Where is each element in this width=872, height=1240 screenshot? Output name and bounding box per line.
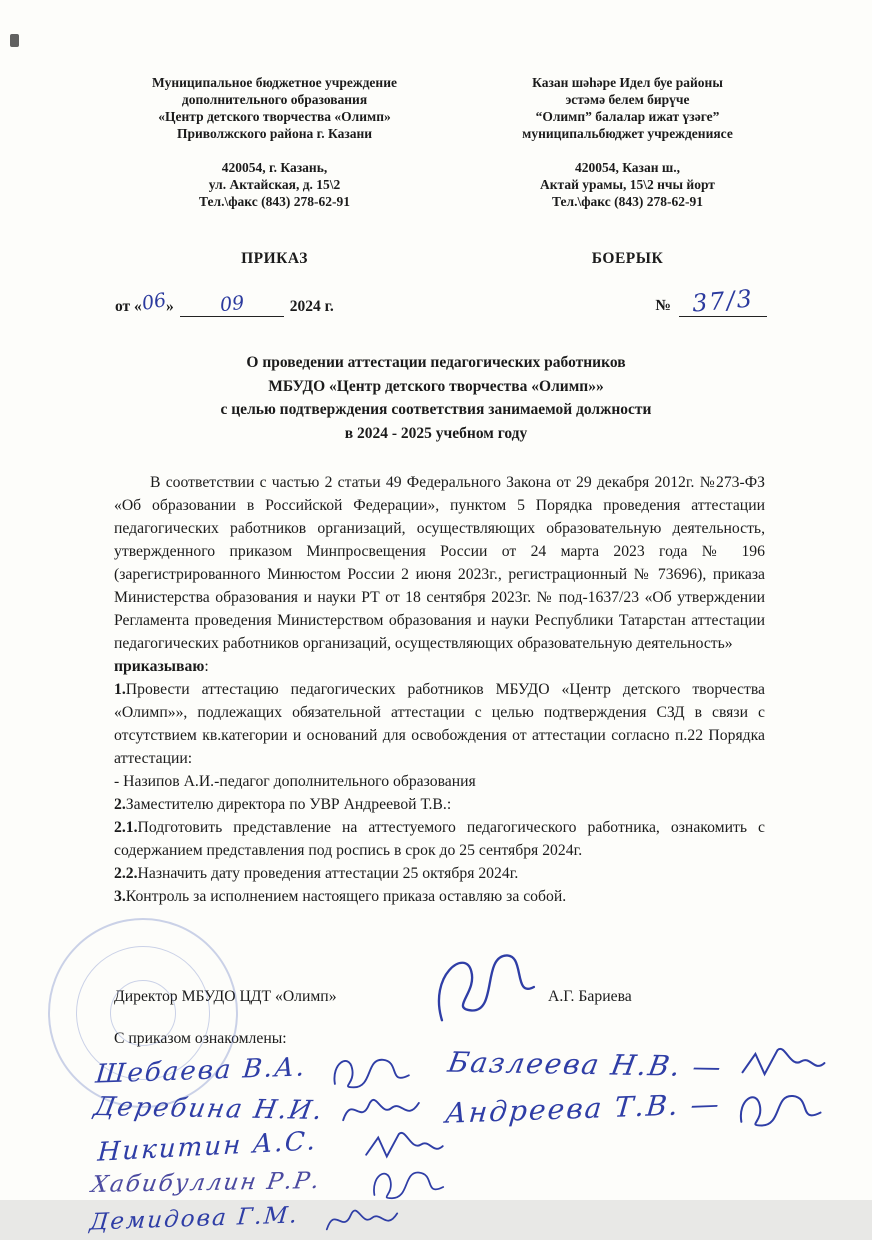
address-line: ул. Актайская, д. 15\2 [208,177,341,192]
org-name-line: Казан шәһәре Идел буе районы [532,75,723,90]
number-sign: № [655,297,671,314]
paragraph-text: Контроль за исполнением настоящего приказа оставляю за собой. [125,888,567,905]
handwritten-name: Андреева Т.В. — [444,1086,723,1130]
paragraph-text: Назначить дату проведения аттестации 25 октября 2024г. [137,865,519,882]
letterhead-tatar [471,74,784,210]
subject-line: МБУДО «Центр детского творчества «Олимп»» [268,377,604,395]
subject-line: с целью подтверждения соответствия занимаемой должности [220,401,652,418]
address-line: 420054, г. Казань, [221,160,328,175]
order-number [655,284,767,318]
director-signature [420,942,548,1030]
paragraph-bold-prefix: 2. [114,796,126,813]
handwritten-name: Базлеева Н.В. — [445,1045,726,1083]
date-prefix: от « [115,298,142,315]
date-close-quote: » [165,298,174,315]
order-heading-row [0,250,872,268]
signature-block [0,948,872,1236]
paragraph-text: Заместителю директора по УВР Андреевой Т.В.: [125,796,452,813]
acknowledged-label: С приказом ознакомлены: [114,1030,287,1047]
address-line: Актай урамы, 15\2 нчы йорт [540,177,715,192]
paragraph-text: - Назипов А.И.-педагог дополнительного образования [114,773,476,790]
org-name-line: Приволжского района г. Казани [176,126,373,141]
org-name-line: «Центр детского творчества «Олимп» [158,109,391,124]
paragraph-bold-prefix: 3. [114,888,126,905]
acknowledgement-entry [90,1198,402,1240]
director-name: А.Г. Бариева [548,988,632,1005]
handwritten-number: 37/3 [690,284,756,318]
org-name-line: эстәмә белем бирүче [565,92,690,107]
org-name-line: Муниципальное бюджетное учреждение [152,75,397,90]
order-body [114,471,765,908]
order-subject [0,351,872,445]
handwritten-name: Деребина Н.И. [91,1091,327,1127]
handwritten-month: 09 [218,291,245,317]
body-paragraph [114,770,765,793]
body-paragraph [114,816,765,862]
paragraph-text: : [204,658,209,675]
subject-line: О проведении аттестации педагогических работников [246,354,626,371]
order-heading-ru: ПРИКАЗ [241,250,308,267]
org-name-line: дополнительного образования [181,92,368,107]
address-line: 420054, Казан ш., [574,160,681,175]
signature-squiggle [734,1084,826,1132]
paragraph-bold-prefix: приказываю [114,658,205,675]
paragraph-text: Подготовить представление на аттестуемого педагогического работника, ознакомить с содержанием представления под роспись в срок до 25 сентября 2024г. [114,819,765,859]
letterhead [0,0,872,210]
acknowledgement-entry [446,1084,826,1132]
address-line: Тел.\факс (843) 278-62-91 [552,194,703,209]
subject-line: в 2024 - 2025 учебном году [344,424,528,442]
org-address [471,159,784,210]
body-paragraph [114,885,765,908]
signature-squiggle [322,1198,402,1240]
number-blank-line [679,284,767,318]
body-paragraph [114,862,765,885]
director-title: Директор МБУДО ЦДТ «Олимп» [114,988,337,1005]
address-line: Тел.\факс (843) 278-62-91 [199,194,350,209]
body-paragraph [114,793,765,816]
acknowledgement-entry [445,1040,829,1088]
month-blank-line [180,291,284,317]
body-paragraph [114,678,765,770]
order-date [115,289,334,317]
handwritten-name: Хабибуллин Р.Р. [89,1168,323,1198]
org-name-line: “Олимп” балалар ижат үзәге” [535,109,720,124]
paragraph-text: В соответствии с частью 2 статьи 49 Федерального Закона от 29 декабря 2012г. №273-ФЗ «Об образовании в Российской Федерации», пунктом 5 Порядка проведения аттестации педагогических работников организаций, осуществляющих образовательную деятельность, утвержденного приказом Минпросвещения России от 24 марта 2023 года № 196 (зарегистрированного Минюстом России 2 июня 2023г., регистрационный № 73696), приказа Министерства образования и науки РТ от 18 сентября 2023г. № под-1637/23 «Об утверждении Регламента проведения Министерством образования и науки Республики Татарстан аттестации педагогических работников организаций, осуществляющих образовательную деятельность» [114,474,765,652]
letterhead-russian [118,74,431,210]
handwritten-name: Шебаева В.А. [94,1052,308,1090]
date-number-row [0,284,872,318]
order-heading-tat: БОЕРЫК [591,250,664,267]
body-paragraph [114,655,765,678]
handwritten-day: 06 [140,289,168,315]
handwritten-name: Демидова Г.М. [88,1202,300,1236]
paragraph-text: Провести аттестацию педагогических работников МБУДО «Центр детского творчества «Олимп»», подлежащих обязательной аттестации с целью подтверждения СЗД в связи с отсутствием кв.категории и оснований для освобождения от аттестации согласно п.22 Порядка аттестации: [114,681,765,767]
paragraph-bold-prefix: 2.1. [114,819,138,836]
paragraph-bold-prefix: 2.2. [114,865,138,882]
body-paragraph [114,471,765,655]
paragraph-bold-prefix: 1. [114,681,126,698]
org-name-line: муниципальбюджет учреждениясе [522,126,733,141]
handwritten-name: Никитин А.С. [96,1126,318,1168]
scan-artifact [10,34,19,47]
org-address [118,159,431,210]
date-year: 2024 г. [289,298,334,315]
signature-squiggle [737,1040,829,1088]
